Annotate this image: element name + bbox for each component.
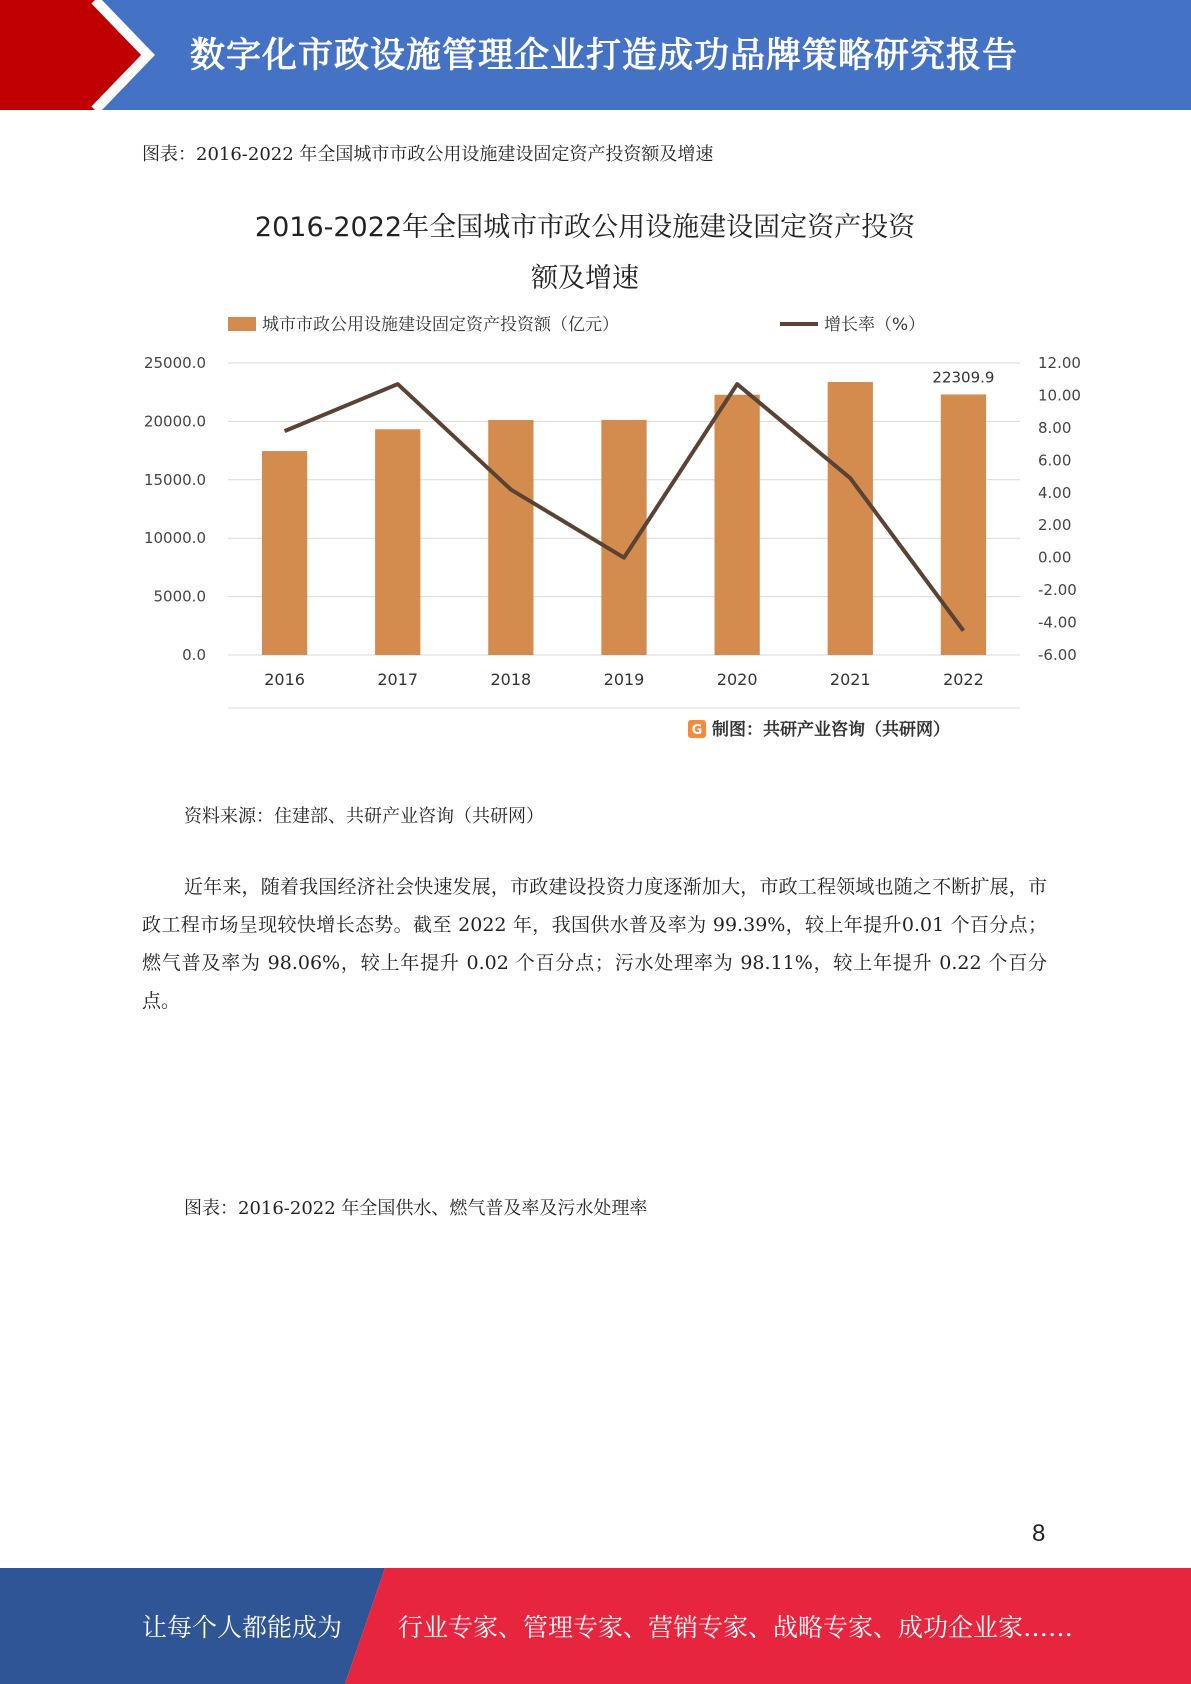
bar-data-label: 22309.9 bbox=[932, 368, 995, 387]
chart-title-line2: 额及增速 bbox=[531, 263, 639, 294]
paragraph-line: 近年来，随着我国经济社会快速发展，市政建设投资力度逐渐加大，市政工程领域也随之不断 bbox=[184, 876, 971, 898]
right-tick-label: 2.00 bbox=[1038, 516, 1072, 535]
footer-slogan-left: 让每个人都能成为 bbox=[142, 1613, 343, 1642]
svg-text:G: G bbox=[691, 723, 703, 738]
right-tick-label: 6.00 bbox=[1038, 451, 1072, 470]
bar-series bbox=[262, 382, 986, 655]
figure1-source: 资料来源：住建部、共研产业咨询（共研网） bbox=[184, 806, 544, 827]
footer-slogan-right: 行业专家、管理专家、营销专家、战略专家、成功企业家…… bbox=[398, 1613, 1074, 1642]
page-footer bbox=[0, 1568, 1191, 1684]
report-title: 数字化市政设施管理企业打造成功品牌策略研究报告 bbox=[190, 36, 1019, 76]
paragraph-line: 年提升 0.22 个百分点。 bbox=[142, 952, 1047, 1012]
credit-logo-icon bbox=[688, 720, 706, 738]
page-number: 8 bbox=[1032, 1520, 1046, 1547]
left-tick-label: 5000.0 bbox=[153, 587, 206, 606]
bar bbox=[601, 420, 646, 655]
x-axis-labels bbox=[264, 670, 984, 689]
right-tick-label: 0.00 bbox=[1038, 548, 1072, 567]
left-tick-label: 0.0 bbox=[182, 646, 206, 664]
x-tick-label: 2016 bbox=[264, 670, 305, 689]
x-tick-label: 2022 bbox=[943, 670, 984, 689]
chart-title-line1: 2016-2022年全国城市市政公用设施建设固定资产投资 bbox=[254, 212, 916, 243]
left-tick-label: 25000.0 bbox=[143, 354, 206, 372]
x-tick-label: 2019 bbox=[603, 670, 645, 689]
right-tick-label: 4.00 bbox=[1038, 483, 1072, 502]
right-tick-label: -2.00 bbox=[1038, 581, 1077, 600]
legend-line-label: 增长率（%） bbox=[824, 315, 926, 335]
right-tick-label: 8.00 bbox=[1038, 418, 1072, 437]
legend-bar-swatch bbox=[228, 317, 256, 331]
x-tick-label: 2020 bbox=[716, 670, 758, 689]
paragraph-line: 0.01 个百分点；燃气普及率为 98.06%，较上年提升 0.02 个百分点；污水处理率为 98.11%，较上 bbox=[142, 914, 1047, 974]
bar bbox=[715, 395, 760, 655]
right-tick-label: -6.00 bbox=[1038, 646, 1077, 664]
x-tick-label: 2021 bbox=[829, 670, 871, 689]
chart-credit: 制图：共研产业咨询（共研网） bbox=[712, 720, 950, 740]
investment-chart bbox=[140, 190, 1081, 755]
paragraph-line: 扩展，市政工程市场呈现较快增长态势。截至 2022 年，我国供水普及率为 99.39%，较上年提升 bbox=[142, 876, 1047, 936]
right-tick-label: -4.00 bbox=[1038, 613, 1077, 632]
left-tick-label: 10000.0 bbox=[143, 529, 206, 548]
left-axis-ticks bbox=[144, 354, 206, 664]
right-axis-ticks bbox=[1038, 354, 1081, 664]
bar bbox=[488, 420, 533, 655]
legend-bar-label: 城市市政公用设施建设固定资产投资额（亿元） bbox=[262, 315, 619, 335]
bar bbox=[828, 382, 873, 655]
x-tick-label: 2018 bbox=[490, 670, 532, 689]
figure1-caption: 图表：2016-2022 年全国城市市政公用设施建设固定资产投资额及增速 bbox=[142, 144, 714, 165]
figure2-caption: 图表：2016-2022 年全国供水、燃气普及率及污水处理率 bbox=[184, 1198, 648, 1219]
right-tick-label: 10.00 bbox=[1038, 386, 1081, 405]
chart-canvas bbox=[140, 190, 1081, 755]
left-tick-label: 15000.0 bbox=[143, 470, 206, 489]
x-tick-label: 2017 bbox=[377, 670, 419, 689]
page-header bbox=[0, 0, 1191, 110]
left-tick-label: 20000.0 bbox=[143, 412, 206, 431]
right-tick-label: 12.00 bbox=[1038, 354, 1081, 372]
header-red-arrow bbox=[0, 0, 148, 110]
body-paragraph bbox=[142, 868, 1047, 1020]
bar bbox=[375, 429, 420, 655]
bar bbox=[941, 394, 986, 655]
bar bbox=[262, 451, 307, 655]
